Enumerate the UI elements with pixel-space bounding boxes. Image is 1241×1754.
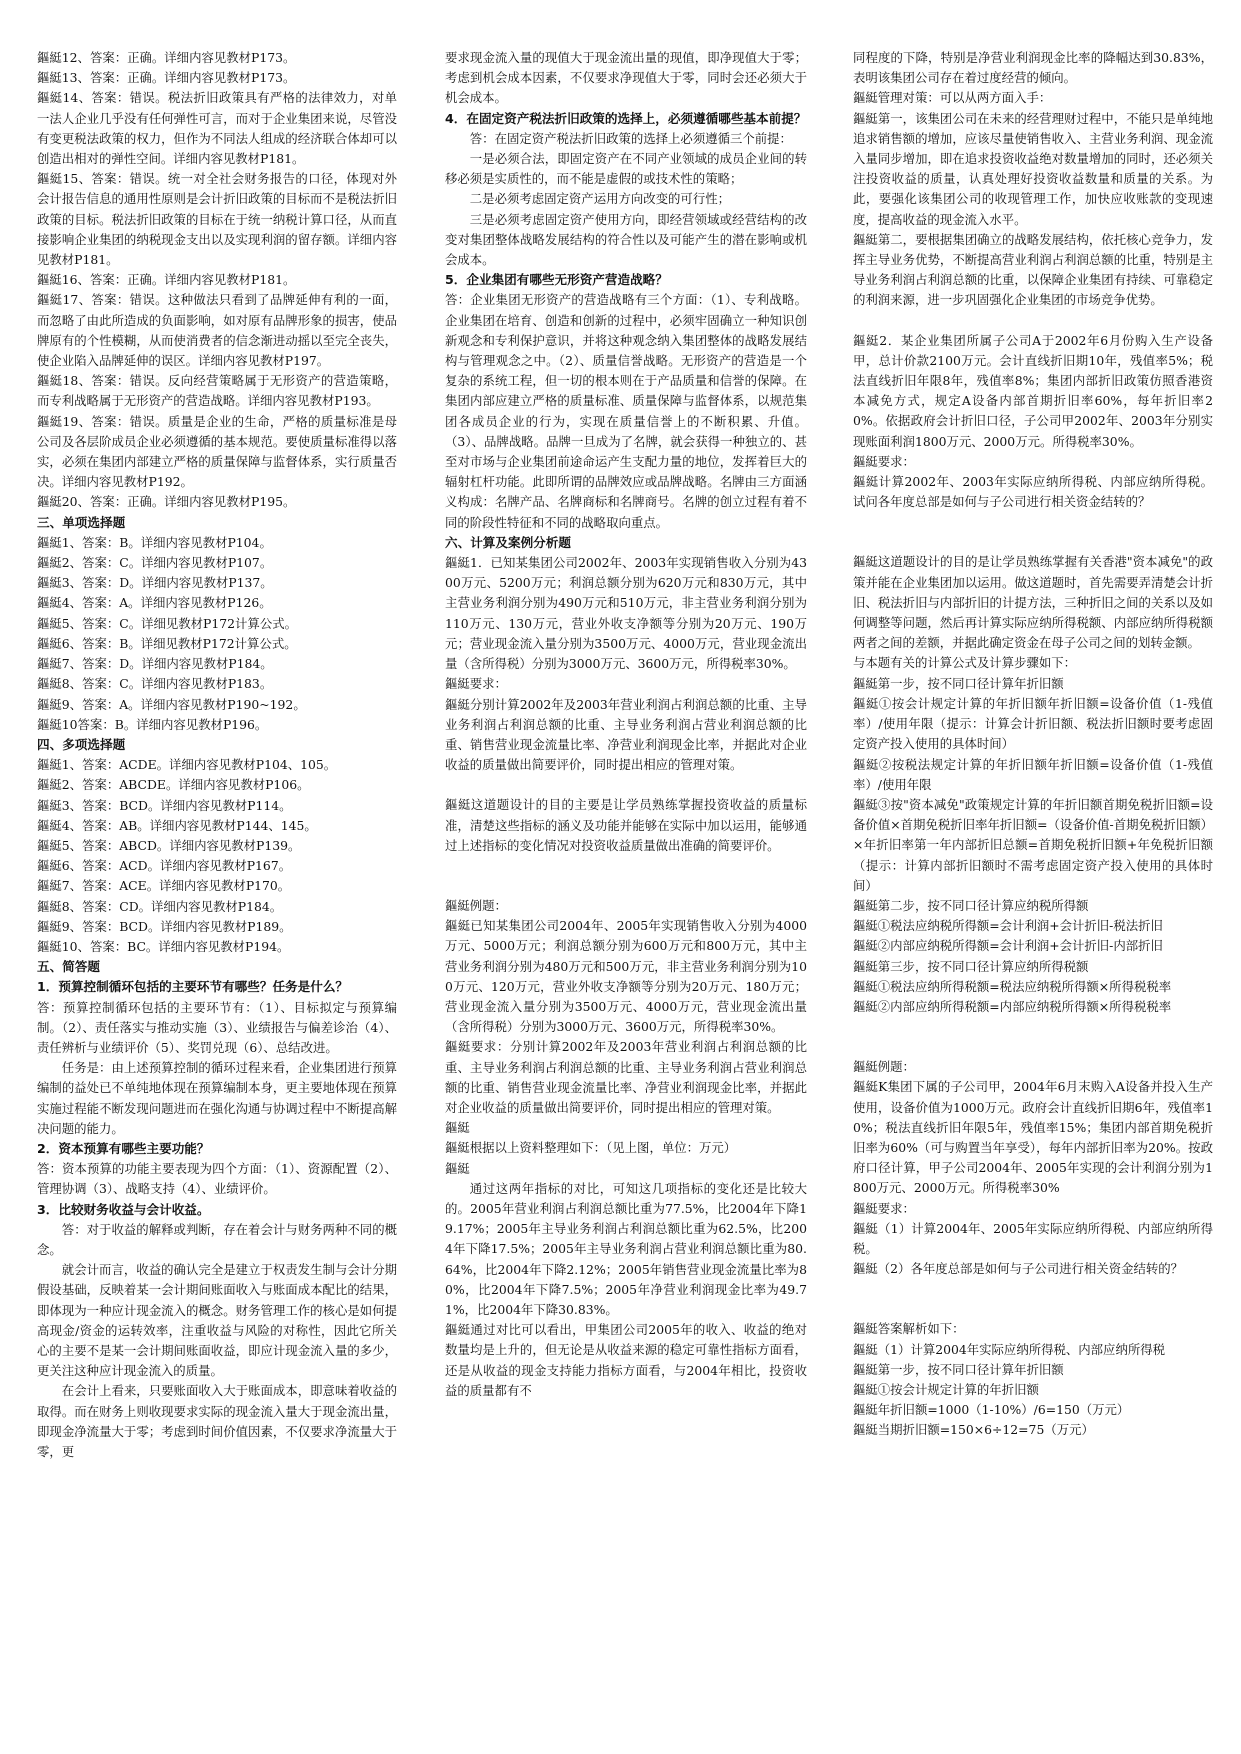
paragraph: 答：预算控制循环包括的主要环节有：（1）、目标拟定与预算编制。（2）、责任落实与推动实施（3）、业绩报告与偏差诊治（4）、责任辨析与业绩评价（5）、奖罚兑现（6）、总结改进。: [37, 999, 397, 1055]
paragraph: 鏂綎15、答案：错误。统一对全社会财务报告的口径，体现对外会计报告信息的通用性原则是会计折旧政策的目标而不是税法折旧政策的目标。税法折旧政策的目标在于统一纳税计算口径，从而直接影响企业集团的纳税现金支出以及实现利润的留存额。详细内容见教材P181。: [37, 171, 397, 268]
paragraph: 同程度的下降，特别是净营业利润现金比率的降幅达到30.83%，表明该集团公司存在着过度经营的倾向。: [853, 50, 1213, 86]
section-heading: 五、简答题: [37, 959, 100, 975]
paragraph: 二是必须考虑固定资产运用方向改变的可行性；: [469, 191, 730, 207]
paragraph: 在会计上看来，只要账面收入大于账面成本，即意味着收益的取得。而在财务上则收现要求实际的现金流入量大于现金流出量，即现金净流量大于零；考虑到时间价值因素，不仅要求净流量大于零，更: [37, 1383, 397, 1460]
paragraph-spacer: [853, 1279, 1213, 1319]
paragraph: 鏂綎例题：: [853, 1059, 915, 1075]
paragraph: 鏂綎2、答案：C。详细内容见教材P107。: [37, 555, 273, 571]
paragraph: 鏂綎要求：: [853, 1200, 915, 1216]
paragraph: 通过这两年指标的对比，可知这几项指标的变化还是比较大的。2005年营业利润占利润总额比重为77.5%，比2004年下降19.17%；2005年主导业务利润占利润总额比重为62.5%，比2004年下降17.5%；2005年主导业务利润占营业利润总额比重为80.64%，比2004年下降2.12%；2005年销售营业现金流量比率为80%，比2004年下降7.5%；2005年净营业利润现金比率为49.71%，比2004年下降30.83%。: [445, 1180, 807, 1317]
paragraph: 鏂綎5、答案：ABCD。详细内容见教材P139。: [37, 837, 301, 853]
paragraph: 鏂綎12、答案：正确。详细内容见教材P173。: [37, 50, 296, 65]
paragraph: 鏂綎1．已知某集团公司2002年、2003年实现销售收入分别为4300万元、5200万元；利润总额分别为620万元和830万元，其中主营业务利润分别为490万元和510万元，非主营业务利润分别为110万元、130万元，营业外收支净额等分别为20万元、190万元；营业现金流入量分别为3500万元、4000万元，营业现金流出量（含所得税）分别为3000万元、3600万元，所得税率30%。: [445, 555, 807, 672]
paragraph: 要求现金流入量的现值大于现金流出量的现值，即净现值大于零；考虑到机会成本因素，不仅要求净现值大于零，同时会还必须大于机会成本。: [445, 50, 807, 106]
paragraph: 答：在固定资产税法折旧政策的选择上必须遵循三个前提：: [469, 130, 792, 146]
paragraph: 鏂綎10、答案：BC。详细内容见教材P194。: [37, 938, 290, 954]
paragraph: 鏂綎2、答案：ABCDE。详细内容见教材P106。: [37, 777, 310, 793]
paragraph: 鏂綎②内部应纳所得税额=内部应纳税所得额×所得税税率: [853, 998, 1172, 1014]
paragraph: 鏂綎10答案：B。详细内容见教材P196。: [37, 716, 268, 732]
paragraph: 鏂綎9、答案：BCD。详细内容见教材P189。: [37, 918, 292, 934]
paragraph: 鏂綎13、答案：正确。详细内容见教材P173。: [37, 70, 296, 86]
column-1: [37, 48, 397, 1748]
column-3: [853, 48, 1213, 1748]
paragraph: 三是必须考虑固定资产使用方向，即经营领域或经营结构的改变对集团整体战略发展结构的符合性以及可能产生的潜在影响或机会成本。: [445, 211, 807, 268]
paragraph: 鏂綎16、答案：正确。详细内容见教材P181。: [37, 272, 296, 288]
paragraph: 鏂綎当期折旧额=150×6÷12=75（万元）: [853, 1422, 1094, 1438]
paragraph: 鏂綎9、答案：A。详细内容见教材P190~192。: [37, 696, 306, 712]
paragraph: 答：企业集团无形资产的营造战略有三个方面：（1）、专利战略。企业集团在培育、创造和创新的过程中，必须牢固确立一种知识创新观念和专利保护意识，并将这种观念纳入集团整体的战略发展结构与管理观念之中。（2）、质量信誉战略。无形资产的营造是一个复杂的系统工程，但一切的根本则在于产品质量和信誉的保障。在集团内部应建立严格的质量标准、质量保障与监督体系，以规范集团各成员企业的行为，实现在质量信誉上的不断积累、升值。（3）、品牌战略。品牌一旦成为了名牌，就会获得一种独立的、甚至对市场与企业集团前途命运产生支配力量的地位，发挥着巨大的辐射杠杆功能。此即所谓的品牌效应或品牌战略。名牌由三方面涵义构成：名牌产品、名牌商标和名牌商号。名牌的创立过程有着不同的阶段性特征和不同的战略取向重点。: [445, 292, 807, 530]
paragraph: 与本题有关的计算公式及计算步骤如下：: [853, 655, 1077, 671]
paragraph-spacer: [445, 856, 807, 896]
section-heading: 1．预算控制循环包括的主要环节有哪些？任务是什么？: [37, 979, 349, 995]
section-heading: 5．企业集团有哪些无形资产营造战略？: [445, 272, 668, 288]
paragraph: 鏂綎要求：: [445, 676, 507, 692]
paragraph: 鏂綎K集团下属的子公司甲，2004年6月末购入A设备并投入生产使用，设备价值为1000万元。政府会计直线折旧期6年，残值率10%；税法直线折旧年限5年，残值率15%；集团内部首期免税折旧率为60%（可与购置当年享受），每年内部折旧率为20%。按政府口径计算，甲子公司2004年、2005年实现的会计利润分别为1800万元、2000万元。所得税率30%: [853, 1079, 1213, 1196]
paragraph: 鏂綎答案解析如下：: [853, 1321, 965, 1337]
paragraph: 鏂綎19、答案：错误。质量是企业的生命，严格的质量标准是母公司及各层阶成员企业必须遵循的基本规范。要使质量标准得以落实，必须在集团内部建立严格的质量保障与监督体系，实行质量否决。详细内容见教材P192。: [37, 413, 397, 490]
paragraph-spacer: [445, 775, 807, 795]
paragraph: 鏂綎（2）各年度总部是如何与子公司进行相关资金结转的？: [853, 1261, 1184, 1277]
paragraph: 鏂綎②按税法规定计算的年折旧额年折旧额=设备价值（1-残值率）/使用年限: [853, 756, 1213, 792]
paragraph: 鏂綎3、答案：BCD。详细内容见教材P114。: [37, 797, 292, 813]
paragraph-spacer: [853, 311, 1213, 331]
paragraph: 鏂綎1、答案：B。详细内容见教材P104。: [37, 534, 272, 550]
paragraph: 鏂綎7、答案：D。详细内容见教材P184。: [37, 656, 273, 672]
paragraph: 鏂綎①按会计规定计算的年折旧额: [853, 1381, 1039, 1397]
paragraph: 鏂綎通过对比可以看出，甲集团公司2005年的收入、收益的绝对数量均是上升的，但无论是从收益来源的稳定可靠性指标方面看，还是从收益的现金支持能力指标方面看，与2004年相比，投资收益的质量都有不: [445, 1322, 807, 1398]
section-heading: 四、多项选择题: [37, 736, 126, 752]
paragraph: 鏂綎: [445, 1160, 470, 1176]
section-heading: 2．资本预算有哪些主要功能？: [37, 1140, 210, 1156]
paragraph: 鏂綎计算2002年、2003年实际应纳所得税、内部应纳所得税。试问各年度总部是如何与子公司进行相关资金结转的？: [853, 474, 1213, 510]
paragraph: 鏂綎②内部应纳税所得额=会计利润+会计折旧-内部折旧: [853, 938, 1163, 954]
paragraph: 鏂綎8、答案：CD。详细内容见教材P184。: [37, 898, 283, 914]
paragraph: 鏂綎4、答案：A。详细内容见教材P126。: [37, 595, 272, 611]
paragraph: 鏂綎7、答案：ACE。详细内容见教材P170。: [37, 878, 291, 894]
paragraph: 鏂綎这道题设计的目的主要是让学员熟练掌握投资收益的质量标准，清楚这些指标的涵义及功能并能够在实际中加以运用，能够通过上述指标的变化情况对投资收益质量做出准确的简要评价。: [445, 797, 807, 853]
paragraph: 鏂綎2．某企业集团所属子公司A于2002年6月份购入生产设备甲，总计价款2100万元。会计直线折旧期10年，残值率5%；税法直线折旧年限8年，残值率8%；集团内部折旧政策仿照香港资本减免方式，规定A设备内部首期折旧率60%，每年折旧率20%。依据政府会计折旧口径，子公司甲2002年、2003年分别实现账面利润1800万元、2000万元。所得税率30%。: [853, 332, 1213, 449]
paragraph: 鏂綎根据以上资料整理如下：（见上图，单位：万元）: [445, 1140, 737, 1156]
paragraph: 鏂綎1、答案：ACDE。详细内容见教材P104、105。: [37, 757, 337, 773]
paragraph: 鏂綎第二，要根据集团确立的战略发展结构，依托核心竞争力，发挥主导业务优势，不断提高营业利润占利润总额的比重，特别是主导业务利润占利润总额的比重，以保障企业集团有持续、可靠稳定的利润来源，进一步巩固强化企业集团的市场竞争优势。: [853, 231, 1213, 308]
paragraph: 鏂綎第一步，按不同口径计算年折旧额: [853, 675, 1064, 691]
paragraph: 鏂綎③按"资本减免"政策规定计算的年折旧额首期免税折旧额=设备价值×首期免税折旧率年折旧额=（设备价值-首期免税折旧额）×年折旧率第一年内部折旧总额=首期免税折旧额+年免税折旧额（提示：计算内部折旧额时不需考虑固定资产投入使用的具体时间）: [853, 796, 1213, 893]
paragraph-spacer: [853, 1017, 1213, 1057]
paragraph: 鏂綎第一步，按不同口径计算年折旧额: [853, 1361, 1064, 1377]
paragraph: 答：资本预算的功能主要表现为四个方面：（1）、资源配置（2）、管理协调（3）、战略支持（4）、业绩评价。: [37, 1161, 397, 1197]
paragraph: 鏂綎①税法应纳所得税额=税法应纳税所得额×所得税税率: [853, 978, 1172, 994]
section-heading: 4．在固定资产税法折旧政策的选择上，必须遵循哪些基本前提？: [445, 110, 807, 126]
paragraph: 鏂綎①按会计规定计算的年折旧额年折旧额=设备价值（1-残值率）/使用年限（提示：计算会计折旧额、税法折旧额时要考虑固定资产投入使用的具体时间）: [853, 695, 1213, 752]
paragraph: 鏂綎18、答案：错误。反向经营策略属于无形资产的营造策略，而专利战略属于无形资产的营造战略。详细内容见教材P193。: [37, 373, 397, 409]
paragraph: 鏂綎管理对策：可以从两方面入手：: [853, 90, 1052, 106]
paragraph: 鏂綎（1）计算2004年实际应纳所得税、内部应纳所得税: [853, 1341, 1166, 1357]
paragraph: 鏂綎（1）计算2004年、2005年实际应纳所得税、内部应纳所得税。: [853, 1220, 1213, 1256]
paragraph: 鏂綎4、答案：AB。详细内容见教材P144、145。: [37, 817, 317, 833]
paragraph: 鏂綎第三步，按不同口径计算应纳所得税额: [853, 958, 1089, 974]
paragraph-spacer: [853, 512, 1213, 552]
paragraph: 鏂綎第一，该集团公司在未来的经营理财过程中，不能只是单纯地追求销售额的增加，应该尽量使销售收入、主营业务利润、现金流入量同步增加，即在追求投资收益绝对数量增加的同时，还必须关注投资收益的质量，认真处理好投资收益数量和质量的关系。为此，要强化该集团公司的收现管理工作，加快应收账款的变现速度，提高收益的现金流入水平。: [853, 110, 1213, 227]
section-heading: 3．比较财务收益与会计收益。: [37, 1201, 210, 1217]
paragraph: 鏂綎第二步，按不同口径计算应纳税所得额: [853, 897, 1089, 913]
paragraph: 鏂綎5、答案：C。详细见教材P172计算公式。: [37, 615, 297, 631]
paragraph: 鏂綎例题：: [445, 897, 507, 913]
paragraph: 就会计而言，收益的确认完全是建立于权责发生制与会计分期假设基础，反映着某一会计期间账面收入与账面成本配比的结果，即体现为一种应计现金流入的概念。财务管理工作的核心是如何提高现金/资金的运转效率，注重收益与风险的对称性，因此它所关心的主要不是某一会计期间账面收益，即应计现金流入量的多少，更关注这种应计现金流入的质量。: [37, 1262, 397, 1379]
section-heading: 六、计算及案例分析题: [445, 534, 571, 550]
paragraph: 一是必须合法，即固定资产在不同产业领域的成员企业间的转移必须是实质性的，而不能是虚假的或技术性的策略；: [445, 151, 807, 187]
paragraph: 鏂綎6、答案：B。详细见教材P172计算公式。: [37, 635, 297, 651]
paragraph: 鏂綎分别计算2002年及2003年营业利润占利润总额的比重、主导业务利润占利润总额的比重、主导业务利润占营业利润总额的比重、销售营业现金流量比率、净营业利润现金比率，并据此对企业收益的质量做出简要评价，同时提出相应的管理对策。: [445, 696, 807, 773]
paragraph: 鏂綎3、答案：D。详细内容见教材P137。: [37, 575, 273, 591]
paragraph: 鏂綎年折旧额=1000（1-10%）/6=150（万元）: [853, 1402, 1130, 1418]
column-2: [445, 48, 807, 1748]
paragraph: 鏂綎20、答案：正确。详细内容见教材P195。: [37, 494, 296, 510]
section-heading: 三、单项选择题: [37, 514, 126, 530]
paragraph: 鏂綎要求：分别计算2002年及2003年营业利润占利润总额的比重、主导业务利润占利润总额的比重、主导业务利润占营业利润总额的比重、销售营业现金流量比率、净营业利润现金比率，并据此对企业收益的质量做出简要评价，同时提出相应的管理对策。: [445, 1039, 807, 1115]
paragraph: 任务是：由上述预算控制的循环过程来看，企业集团进行预算编制的益处已不单纯地体现在预算编制本身，更主要地体现在预算实施过程能不断发现问题进而在强化沟通与协调过程中不断提高解决问题的能力。: [37, 1060, 397, 1136]
paragraph: 鏂綎8、答案：C。详细内容见教材P183。: [37, 676, 273, 692]
paragraph: 答：对于收益的解释或判断，存在着会计与财务两种不同的概念。: [37, 1221, 397, 1257]
paragraph: 鏂綎14、答案：错误。税法折旧政策具有严格的法律效力，对单一法人企业几乎没有任何弹性可言，而对于企业集团来说，尽管没有变更税法政策的权力，但作为不同法人组成的经济联合体却可以创造出相对的弹性空间。详细内容见教材P181。: [37, 90, 397, 167]
paragraph: 鏂綎6、答案：ACD。详细内容见教材P167。: [37, 858, 292, 874]
paragraph: 鏂綎17、答案：错误。这种做法只看到了品牌延伸有利的一面，而忽略了由此所造成的负面影响，如对原有品牌形象的损害，使品牌原有的个性模糊，从而使消费者的信念渐进动摇以至完全丧失，使企业陷入品牌延伸的误区。详细内容见教材P197。: [37, 292, 397, 369]
paragraph: 鏂綎要求：: [853, 453, 915, 469]
paragraph: 鏂綎已知某集团公司2004年、2005年实现销售收入分别为4000万元、5000万元；利润总额分别为600万元和800万元，其中主营业务利润分别为480万元和500万元，非主营业务利润分别为100万元、120万元，营业外收支净额等分别为20万元、180万元；营业现金流入量分别为3500万元、4000万元，营业现金流出量（含所得税）分别为3000万元、3600万元，所得税率30%。: [445, 918, 807, 1035]
paragraph: 鏂綎: [445, 1120, 470, 1136]
paragraph: 鏂綎①税法应纳税所得额=会计利润+会计折旧-税法折旧: [853, 918, 1163, 934]
paragraph: 鏂綎这道题设计的目的是让学员熟练掌握有关香港"资本减免"的政策并能在企业集团加以运用。做这道题时，首先需要弄清楚会计折旧、税法折旧与内部折旧的计提方法，三种折旧之间的关系以及如何调整等问题，然后再计算实际应纳所得税额、内部应纳所得税额两者之间的差额，并据此确定资金在母子公司之间的划转金额。: [853, 554, 1213, 651]
